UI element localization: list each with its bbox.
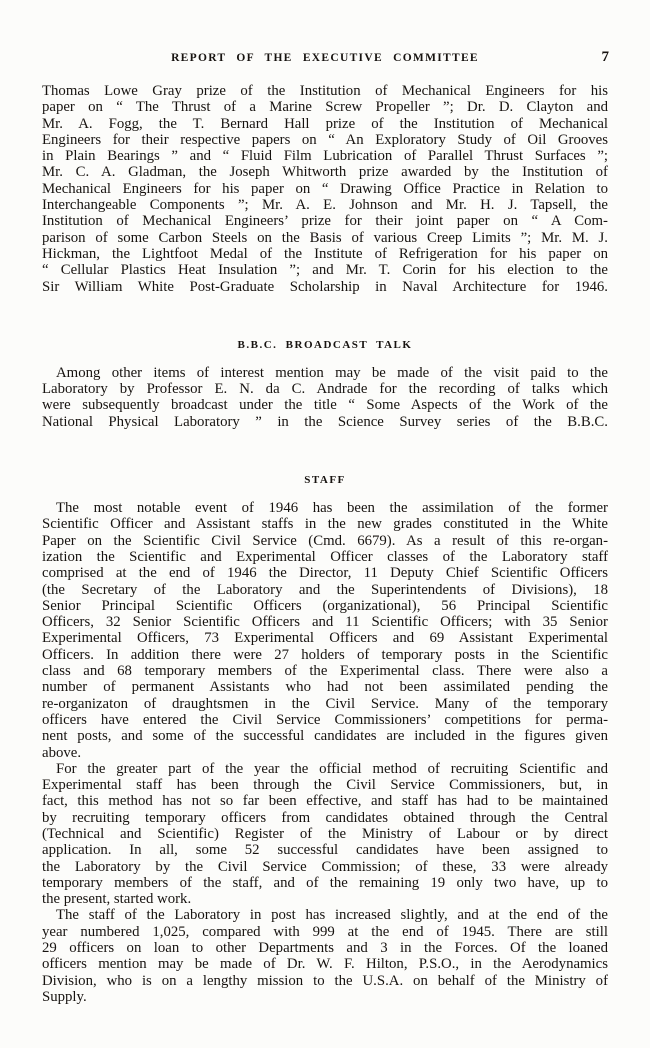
text-line: (the Secretary of the Laboratory and the Superintendents of Divisions), 18	[42, 581, 608, 598]
text-line: For the greater part of the year the official method of recruiting Scientific and	[56, 760, 608, 777]
text-line: (Technical and Scientific) Register of the Ministry of Labour or by direct	[42, 825, 608, 842]
section-staff	[42, 474, 608, 1005]
text-line: by recruiting temporary officers from candidates obtained through the Central	[42, 809, 608, 826]
text-line: in Plain Bearings ” and “ Fluid Film Lubrication of Parallel Thrust Surfaces ”;	[42, 148, 608, 165]
text-line: Scientific Officer and Assistant staffs in the new grades constituted in the White	[42, 516, 608, 533]
text-line: Mr. A. Fogg, the T. Bernard Hall prize of the Institution of Mechanical	[42, 115, 608, 132]
text-line: Institution of Mechanical Engineers’ prize for their joint paper on “ A Com-	[42, 213, 608, 230]
section-prizes	[42, 83, 608, 295]
running-title: REPORT OF THE EXECUTIVE COMMITTEE	[171, 52, 479, 64]
text-line: Senior Principal Scientific Officers (organizational), 56 Principal Scientific	[42, 597, 608, 614]
paragraph-staff-grades	[42, 500, 608, 761]
section-bbc-broadcast-talk	[42, 339, 608, 430]
text-line: the Laboratory by the Civil Service Commission; of these, 33 were already	[42, 858, 608, 875]
text-line: Mr. C. A. Gladman, the Joseph Whitworth prize awarded by the Institution of	[42, 164, 608, 181]
text-line: The most notable event of 1946 has been the assimilation of the former	[56, 500, 608, 517]
text-line: fact, this method has not so far been effective, and staff has had to be maintained	[42, 793, 608, 810]
text-line: paper on “ The Thrust of a Marine Screw Propeller ”; Dr. D. Clayton and	[42, 99, 608, 116]
paragraph-prizes	[42, 83, 608, 295]
text-line: Division, who is on a lengthy mission to the U.S.A. on behalf of the Ministry of	[42, 972, 608, 989]
text-line: application. In all, some 52 successful candidates have been assigned to	[42, 842, 608, 859]
text-line: Officers. In addition there were 27 holders of temporary posts in the Scientific	[42, 646, 608, 663]
text-line: “ Cellular Plastics Heat Insulation ”; and Mr. T. Corin for his election to the	[42, 262, 608, 279]
text-line: number of permanent Assistants who had not been assimilated pending the	[42, 679, 608, 696]
text-line: the present, started work.	[42, 891, 192, 908]
page-number: 7	[601, 49, 609, 65]
text-line: ization the Scientific and Experimental Officer classes of the Laboratory staff	[42, 548, 608, 565]
text-line: nent posts, and some of the successful candidates are included in the figures given	[42, 728, 608, 745]
text-line: year numbered 1,025, compared with 999 at the end of 1945. There are still	[42, 923, 608, 940]
text-line: Officers, 32 Senior Scientific Officers and 11 Scientific Officers; with 35 Senior	[42, 614, 608, 631]
paragraph-staff-numbers	[42, 907, 608, 1005]
text-line: Paper on the Scientific Civil Service (Cmd. 6679). As a result of this re-organ-	[42, 532, 608, 549]
text-line: were subsequently broadcast under the title “ Some Aspects of the Work of the	[42, 397, 608, 414]
text-line: Interchangeable Components ”; Mr. A. E. Johnson and Mr. H. J. Tapsell, the	[42, 197, 608, 214]
paragraph-staff-recruiting	[42, 761, 608, 908]
text-line: re-organizaton of draughtsmen in the Civil Service. Many of the temporary	[42, 695, 608, 712]
text-line: Mechanical Engineers for his paper on “ Drawing Office Practice in Relation to	[42, 180, 608, 197]
text-line: Engineers for their respective papers on “ An Exploratory Study of Oil Grooves	[42, 131, 608, 148]
text-line: class and 68 temporary members of the Experimental class. There were also a	[42, 663, 608, 680]
text-line: officers mention may be made of Dr. W. F. Hilton, P.S.O., in the Aerodynamics	[42, 956, 608, 973]
text-line: Sir William White Post-Graduate Scholarship in Naval Architecture for 1946.	[42, 278, 608, 295]
text-line: Hickman, the Lightfoot Medal of the Institute of Refrigeration for his paper on	[42, 245, 608, 262]
text-line: Laboratory by Professor E. N. da C. Andrade for the recording of talks which	[42, 381, 608, 398]
text-line: Experimental staff has been through the Civil Service Commissioners, but, in	[42, 777, 608, 794]
text-line: Thomas Lowe Gray prize of the Institution of Mechanical Engineers for his	[42, 83, 608, 99]
section-heading-bbc: B.B.C. BROADCAST TALK	[237, 338, 413, 351]
section-heading-staff: STAFF	[304, 474, 346, 487]
text-line: Supply.	[42, 988, 87, 1005]
running-header	[42, 49, 609, 67]
text-line: The staff of the Laboratory in post has increased slightly, and at the end of the	[56, 907, 608, 924]
text-line: officers have entered the Civil Service Commissioners’ competitions for perma-	[42, 711, 608, 728]
text-line: National Physical Laboratory ” in the Science Survey series of the B.B.C.	[42, 413, 608, 430]
text-line: above.	[42, 744, 82, 761]
text-line: parison of some Carbon Steels on the Basis of various Creep Limits ”; Mr. M. J.	[42, 229, 608, 246]
text-line: comprised at the end of 1946 the Director, 11 Deputy Chief Scientific Officers	[42, 565, 608, 582]
text-line: Among other items of interest mention may be made of the visit paid to the	[56, 364, 608, 381]
text-line: 29 officers on loan to other Departments and 3 in the Forces. Of the loaned	[42, 940, 608, 957]
text-line: Experimental Officers, 73 Experimental Officers and 69 Assistant Experimental	[42, 630, 608, 647]
paragraph-bbc	[42, 365, 608, 430]
text-line: temporary members of the staff, and of the remaining 19 only two have, up to	[42, 874, 608, 891]
